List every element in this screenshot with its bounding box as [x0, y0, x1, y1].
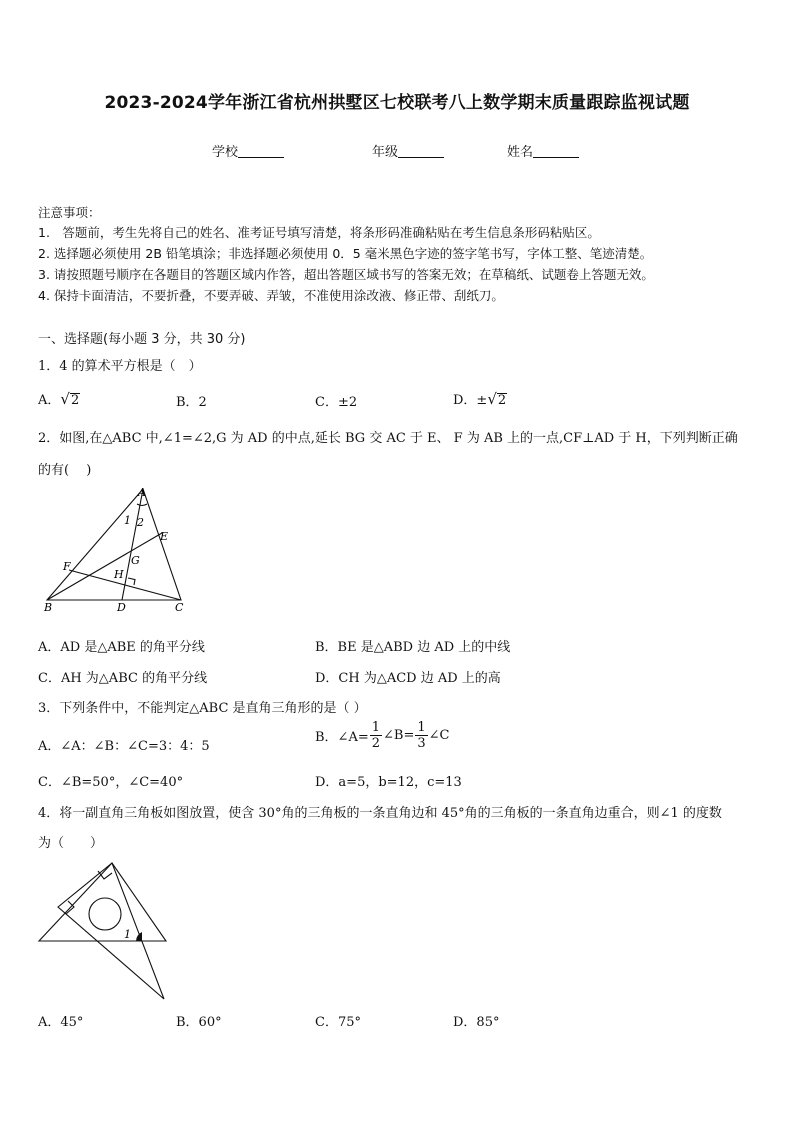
- notes-heading: 注意事项：: [38, 205, 101, 220]
- q2-option-d[interactable]: D．CH 为△ACD 边 AD 上的高: [315, 671, 501, 686]
- q3-stem: 3．下列条件中，不能判定△ABC 是直角三角形的是（ ）: [38, 701, 367, 716]
- q4-set-squares-figure: [36, 855, 170, 1000]
- sqrt-sign: √: [60, 390, 70, 408]
- label-h: H: [114, 568, 124, 581]
- q2-option-b[interactable]: B．BE 是△ABD 边 AD 上的中线: [315, 640, 511, 655]
- label-angle-1: 1: [124, 928, 131, 941]
- q1-d-prefix: D．±: [453, 393, 488, 408]
- fraction-one-half: $\frac{1}{2}$: [371, 720, 381, 751]
- q4-option-b[interactable]: B．60°: [176, 1015, 222, 1030]
- q1-a-prefix: A．: [38, 393, 61, 408]
- label-angle-1: 1: [124, 514, 131, 527]
- q2-stem-line1: 2．如图,在△ABC 中,∠1=∠2,G 为 AD 的中点,延长 BG 交 AC 于 E、 F 为 AB 上的一点,CF⊥AD 于 H，下列判断正确: [38, 431, 738, 446]
- q2-option-a[interactable]: A．AD 是△ABE 的角平分线: [38, 640, 205, 655]
- triangle-abc: [47, 489, 181, 600]
- label-b: B: [44, 601, 53, 614]
- note-item: 3. 请按照题号顺序在各题目的答题区域内作答，超出答题区域书写的答案无效；在草稿纸、试题卷上答题无效。: [38, 267, 654, 282]
- q4-option-d[interactable]: D．85°: [453, 1015, 500, 1030]
- q4-option-a[interactable]: A．45°: [38, 1015, 84, 1030]
- label-f: F: [63, 560, 71, 573]
- page-title: 2023-2024学年浙江省杭州拱墅区七校联考八上数学期末质量跟踪监视试题: [104, 93, 690, 113]
- note-item: 2. 选择题必须使用 2B 铅笔填涂；非选择题必须使用 0．5 毫米黑色字迹的签字笔书写，字体工整、笔迹清楚。: [38, 246, 653, 261]
- sqrt-sign: √: [487, 390, 497, 408]
- hole-circle: [89, 898, 121, 930]
- grade-field: [372, 141, 444, 160]
- q3-option-d[interactable]: D．a=5，b=12，c=13: [315, 775, 462, 790]
- q1-stem: 1．4 的算术平方根是（ ）: [38, 359, 202, 374]
- right-angle-mark: [128, 578, 135, 585]
- q2-option-c[interactable]: C．AH 为△ABC 的角平分线: [38, 671, 208, 686]
- name-label: 姓名: [507, 145, 534, 160]
- q3-option-b[interactable]: [315, 721, 449, 750]
- q4-stem-line2: 为（ ）: [38, 836, 104, 851]
- q1-d-radicand: 2: [497, 393, 507, 408]
- school-blank: [238, 145, 284, 158]
- q2-triangle-figure: [36, 484, 196, 614]
- name-blank: [533, 145, 579, 158]
- q1-a-radicand: 2: [70, 393, 80, 408]
- angle-arc: [137, 504, 147, 506]
- triangle-30-degree: [58, 863, 164, 999]
- label-e: E: [160, 530, 169, 543]
- grade-blank: [398, 145, 444, 158]
- school-field: [212, 141, 284, 160]
- name-field: [507, 141, 579, 160]
- label-a: A: [138, 486, 146, 499]
- segment-cf: [69, 570, 181, 600]
- school-label: 学校: [212, 145, 239, 160]
- note-item: 4. 保持卡面清洁，不要折叠，不要弄破、弄皱，不准使用涂改液、修正带、刮纸刀。: [38, 288, 504, 303]
- q1-option-d[interactable]: [453, 389, 507, 408]
- grade-label: 年级: [372, 145, 399, 160]
- q3-option-c[interactable]: C．∠B=50°，∠C=40°: [38, 775, 184, 790]
- section-heading: 一、选择题(每小题 3 分，共 30 分): [38, 332, 246, 347]
- q4-option-c[interactable]: C．75°: [315, 1015, 361, 1030]
- q3-b-prefix: B．∠A=: [315, 730, 369, 745]
- q3-b-suffix: ∠C: [428, 728, 450, 743]
- q1-option-b[interactable]: B．2: [176, 395, 207, 410]
- q1-option-c[interactable]: C．±2: [315, 395, 358, 410]
- q3-option-a[interactable]: A．∠A：∠B：∠C=3：4：5: [38, 739, 210, 754]
- label-angle-2: 2: [137, 516, 144, 529]
- label-d: D: [117, 601, 126, 614]
- q1-option-a[interactable]: [38, 389, 80, 408]
- q4-stem-line1: 4．将一副直角三角板如图放置，使含 30°角的三角板的一条直角边和 45°角的三角板的一条直角边重合，则∠1 的度数: [38, 806, 722, 821]
- q3-b-mid: ∠B=: [383, 728, 415, 743]
- label-g: G: [131, 554, 140, 567]
- label-c: C: [175, 601, 184, 614]
- fraction-one-third: $\frac{1}{3}$: [417, 720, 426, 751]
- q2-stem-line2: 的有( ): [38, 463, 92, 478]
- note-item: 1. 答题前，考生先将自己的姓名、准考证号填写清楚，将条形码准确粘贴在考生信息条形码粘贴区。: [38, 225, 600, 240]
